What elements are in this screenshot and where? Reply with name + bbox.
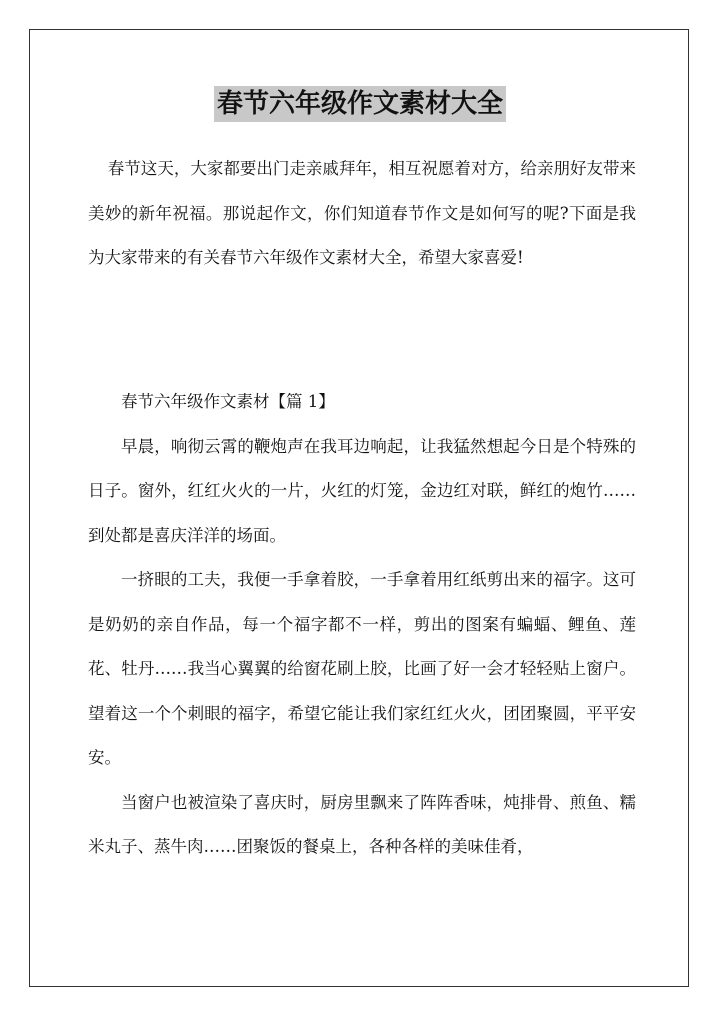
section-block [88,380,636,870]
title-container [0,86,720,122]
paragraph-1: 早晨，响彻云霄的鞭炮声在我耳边响起，让我猛然想起今日是个特殊的日子。窗外，红红火火的一片，火红的灯笼，金边红对联，鲜红的炮竹……到处都是喜庆洋洋的场面。 [88,436,636,545]
paragraph-2: 一挤眼的工夫，我便一手拿着胶，一手拿着用红纸剪出来的福字。这可是奶奶的亲自作品，每一个福字都不一样，剪出的图案有蝙蝠、鲤鱼、莲花、牡丹……我当心翼翼的给窗花刷上胶，比画了好一会才轻轻贴上窗户。望着这一个个刺眼的福字，希望它能让我们家红红火火，团团聚圆，平平安安。 [88,570,636,767]
document-title: 春节六年级作文素材大全 [214,86,506,122]
paragraph-3: 当窗户也被渲染了喜庆时，厨房里飘来了阵阵香味，炖排骨、煎鱼、糯米丸子、蒸牛肉……团聚饭的餐桌上，各种各样的美味佳肴， [88,792,636,856]
intro-paragraph: 春节这天，大家都要出门走亲戚拜年，相互祝愿着对方，给亲朋好友带来美妙的新年祝福。那说起作文，你们知道春节作文是如何写的呢?下面是我为大家带来的有关春节六年级作文素材大全，希望大家喜爱! [88,159,636,267]
section-heading: 春节六年级作文素材【篇 1】 [121,392,335,411]
intro-block [88,147,636,281]
